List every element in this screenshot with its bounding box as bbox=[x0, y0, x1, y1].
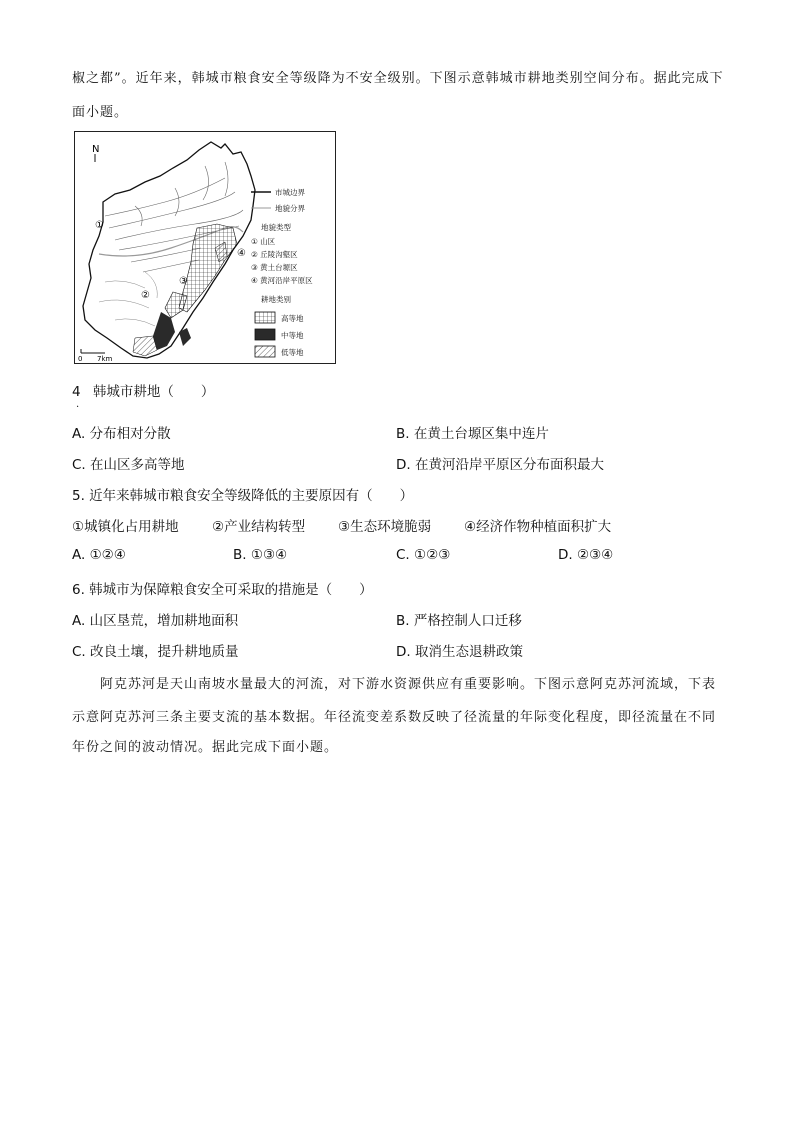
region-marker-3: ③ bbox=[179, 276, 188, 287]
q4-number-dot: . bbox=[76, 399, 80, 410]
passage2-line-3: 年份之间的波动情况。据此完成下面小题。 bbox=[72, 740, 339, 755]
legend-landform-3: ③ 黄土台塬区 bbox=[251, 263, 298, 272]
q5-option-b[interactable]: B. ①③④ bbox=[233, 547, 288, 563]
q5-stem: 5. 近年来韩城市粮食安全等级降低的主要原因有（ ） bbox=[72, 488, 414, 504]
north-arrow-icon bbox=[92, 144, 99, 162]
region-marker-2: ② bbox=[141, 290, 150, 301]
q4-text: 韩城市耕地（ ） bbox=[92, 384, 215, 400]
q5-option-c[interactable]: C. ①②③ bbox=[396, 547, 451, 563]
passage2-line-2: 示意阿克苏河三条主要支流的基本数据。年径流变差系数反映了径流量的年际变化程度，即径流量在不同 bbox=[72, 710, 717, 725]
legend-landform-1: ① 山区 bbox=[251, 237, 276, 246]
intro-line-2: 面小题。 bbox=[72, 105, 129, 120]
q6-stem: 6. 韩城市为保障粮食安全可采取的措施是（ ） bbox=[72, 582, 373, 598]
q4-option-a[interactable]: A. 分布相对分散 bbox=[72, 426, 171, 442]
legend-landform-boundary: 地貌分界 bbox=[275, 204, 305, 213]
region-marker-4: ④ bbox=[237, 248, 246, 259]
passage2-line-1: 阿克苏河是天山南坡水量最大的河流，对下游水资源供应有重要影响。下图示意阿克苏河流域，下表 bbox=[100, 677, 717, 692]
q6-option-a[interactable]: A. 山区垦荒，增加耕地面积 bbox=[72, 613, 239, 629]
map-legend bbox=[251, 187, 313, 357]
q4-option-c[interactable]: C. 在山区多高等地 bbox=[72, 457, 185, 473]
intro-line-1: 椒之都”。近年来，韩城市粮食安全等级降为不安全级别。下图示意韩城市耕地类别空间分布。据此完成下 bbox=[72, 71, 724, 86]
q5-option-d[interactable]: D. ②③④ bbox=[558, 547, 614, 563]
q5-item-1: ①城镇化占用耕地 bbox=[72, 519, 179, 535]
q5-option-a[interactable]: A. ①②④ bbox=[72, 547, 126, 563]
legend-city-boundary: 市城边界 bbox=[275, 188, 305, 197]
q6-option-b[interactable]: B. 严格控制人口迁移 bbox=[396, 613, 522, 629]
legend-landform-2: ② 丘陵沟壑区 bbox=[251, 250, 298, 259]
scale-label: 7km bbox=[97, 355, 113, 363]
q4-option-b[interactable]: B. 在黄土台塬区集中连片 bbox=[396, 426, 549, 442]
q4-number: 4 bbox=[72, 384, 81, 400]
q6-option-d[interactable]: D. 取消生态退耕政策 bbox=[396, 644, 523, 660]
region-marker-1: ① bbox=[95, 220, 104, 231]
q5-item-3: ③生态环境脆弱 bbox=[338, 519, 432, 535]
scale-bar bbox=[78, 349, 113, 363]
q5-item-4: ④经济作物种植面积扩大 bbox=[464, 519, 612, 535]
q6-option-c[interactable]: C. 改良土壤，提升耕地质量 bbox=[72, 644, 239, 660]
legend-high-grade: 高等地 bbox=[281, 314, 304, 323]
legend-landform-title: 地貌类型 bbox=[261, 223, 291, 232]
north-label: N bbox=[92, 144, 100, 155]
legend-low-grade: 低等地 bbox=[281, 348, 304, 357]
legend-farmland-title: 耕地类别 bbox=[261, 295, 291, 304]
q5-item-2: ②产业结构转型 bbox=[212, 519, 306, 535]
q4-option-d[interactable]: D. 在黄河沿岸平原区分布面积最大 bbox=[396, 457, 604, 473]
q4-stem bbox=[72, 380, 214, 400]
hancheng-farmland-map bbox=[74, 131, 336, 364]
scale-zero: 0 bbox=[78, 355, 83, 363]
legend-middle-grade: 中等地 bbox=[281, 331, 304, 340]
legend-landform-4: ④ 黄河沿岸平原区 bbox=[251, 276, 313, 285]
